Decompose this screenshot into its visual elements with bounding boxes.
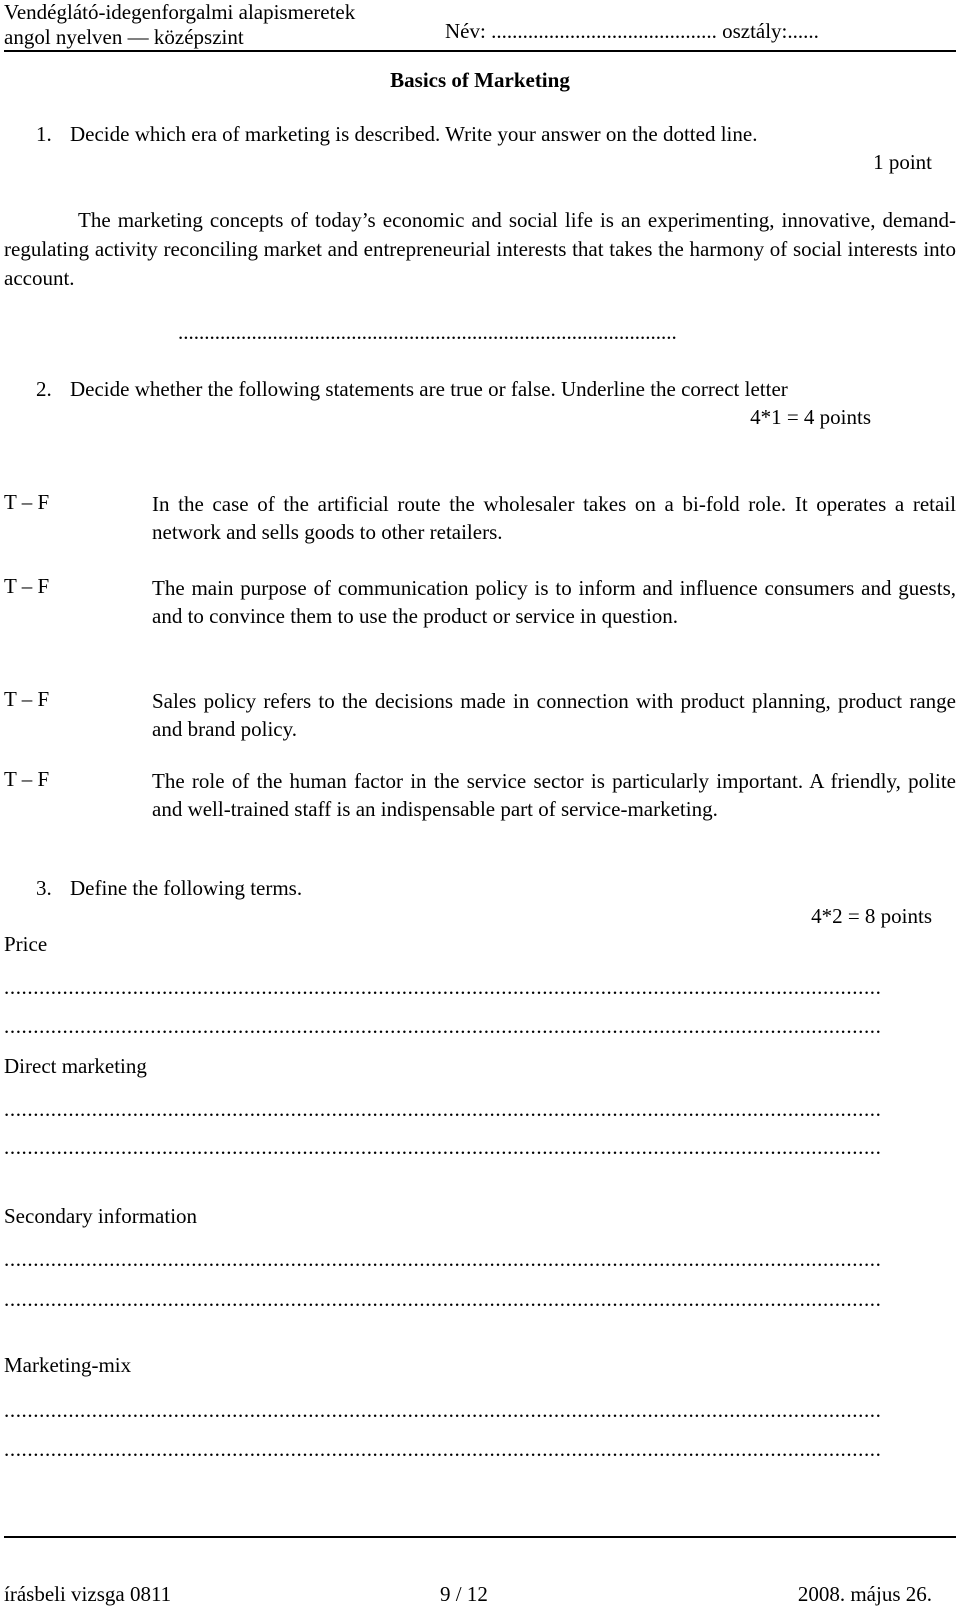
question-2-number: 2. — [36, 377, 52, 401]
question-1-instruction: Decide which era of marketing is described. Write your answer on the dotted line. — [70, 122, 758, 146]
question-1-number: 1. — [36, 122, 52, 146]
header-subject-line1: Vendéglátó-idegenforgalmi alapismeretek — [4, 0, 356, 24]
question-1-points: 1 point — [873, 150, 932, 174]
question-3-number: 3. — [36, 876, 52, 900]
term-label: Secondary information — [4, 1204, 198, 1228]
question-3-instruction: Define the following terms. — [70, 876, 303, 900]
term-answer-line[interactable]: ...................................................................................................................................................... — [4, 1014, 882, 1038]
true-false-choice[interactable]: T – F — [4, 687, 50, 711]
statement-text: Sales policy refers to the decisions made in connection with product planning, product range and brand policy. — [152, 689, 956, 741]
statement-text: The role of the human factor in the service sector is particularly important. A friendly, polite and well-trained staff is an indispensable part of service-marketing. — [152, 769, 956, 821]
term-label: Price — [4, 932, 48, 956]
header-subject — [4, 0, 355, 50]
true-false-choice[interactable]: T – F — [4, 574, 50, 598]
footer-exam-code: írásbeli vizsga 0811 — [4, 1582, 172, 1606]
term-label: Direct marketing — [4, 1054, 147, 1078]
term-answer-line[interactable]: ...................................................................................................................................................... — [4, 1135, 882, 1159]
term-answer-line[interactable]: ...................................................................................................................................................... — [4, 1437, 882, 1461]
header-divider — [4, 50, 956, 52]
term-answer-line[interactable]: ...................................................................................................................................................... — [4, 1398, 882, 1422]
page-title: Basics of Marketing — [390, 68, 570, 92]
statement-text: The main purpose of communication policy is to inform and influence consumers and guests, and to convince them to use the product or service in question. — [152, 576, 956, 628]
true-false-choice[interactable]: T – F — [4, 767, 50, 791]
question-3-points: 4*2 = 8 points — [811, 904, 932, 928]
term-answer-line[interactable]: ...................................................................................................................................................... — [4, 1287, 882, 1311]
question-2-instruction: Decide whether the following statements are true or false. Underline the correct letter — [70, 377, 788, 401]
name-class-field[interactable]: Név: ........................................... osztály:...... — [445, 19, 819, 43]
term-label: Marketing-mix — [4, 1353, 132, 1377]
question-1-answer-line[interactable]: ............................................................................................... — [178, 320, 677, 344]
footer-page-number: 9 / 12 — [440, 1582, 488, 1606]
footer-date: 2008. május 26. — [797, 1582, 932, 1606]
question-1-text: The marketing concepts of today’s economic and social life is an experimenting, innovative, demand-regulating activity reconciling market and entrepreneurial interests that takes the harmony of social interests into account. — [4, 208, 956, 290]
footer-divider — [4, 1536, 956, 1538]
term-answer-line[interactable]: ...................................................................................................................................................... — [4, 1247, 882, 1271]
true-false-choice[interactable]: T – F — [4, 490, 50, 514]
header-subject-line2: angol nyelven — középszint — [4, 25, 244, 49]
term-answer-line[interactable]: ...................................................................................................................................................... — [4, 1097, 882, 1121]
question-2-points: 4*1 = 4 points — [750, 405, 871, 429]
statement-text: In the case of the artificial route the wholesaler takes on a bi-fold role. It operates a retail network and sells goods to other retailers. — [152, 492, 956, 544]
term-answer-line[interactable]: ...................................................................................................................................................... — [4, 975, 882, 999]
